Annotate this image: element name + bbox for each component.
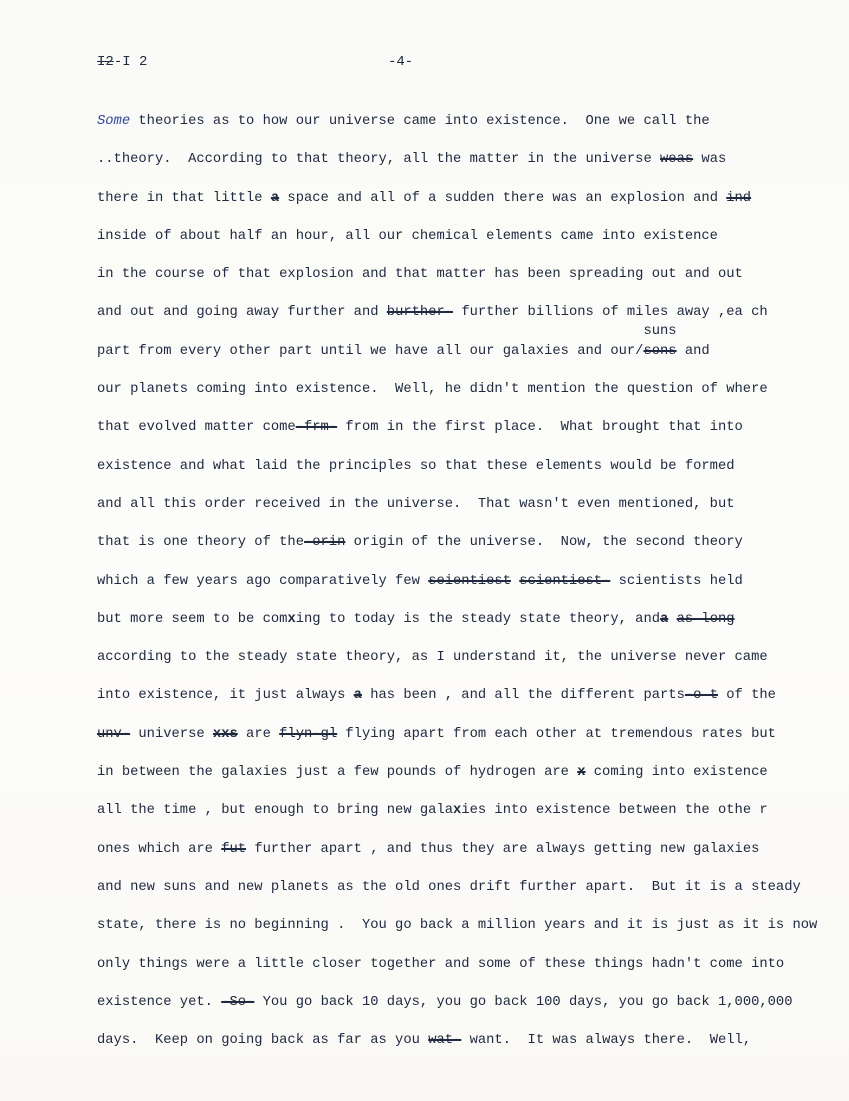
text-line: [97, 907, 827, 945]
text-segment: existence and what laid the principles so that these elements would be formed: [97, 458, 735, 474]
struck-text: seientiest: [428, 573, 511, 589]
text-line: [97, 1022, 827, 1060]
document-body: [97, 103, 827, 1060]
document-id-rest: -I 2: [113, 54, 148, 70]
text-line: [97, 256, 827, 294]
text-segment: coming into existence: [585, 765, 768, 781]
text-line: [97, 601, 827, 639]
text-line: [97, 563, 827, 601]
struck-text: x: [577, 765, 586, 781]
page-number: -4-: [388, 54, 414, 70]
struck-text: -frm-: [295, 420, 338, 436]
text-segment: only things were a little closer together and some of these things hadn't come into: [97, 956, 785, 972]
text-segment: ing to today is the steady state theory, and: [295, 611, 661, 627]
text-segment: theories as to how our universe came into existence. One we call the: [130, 114, 710, 129]
text-segment: ones which are: [97, 841, 222, 857]
page-header: [0, 54, 849, 76]
text-segment: there in that little: [97, 190, 271, 206]
struck-text: a: [353, 688, 362, 704]
struck-text: -orin: [304, 535, 346, 551]
struck-text: a: [270, 190, 280, 206]
text-segment: of the: [717, 688, 776, 704]
text-line: [97, 639, 827, 677]
text-segment: which a few years ago comparatively few: [97, 573, 429, 589]
struck-text: wat-: [428, 1033, 462, 1049]
text-segment: state, there is no beginning . You go back a million years and it is just as it is now: [97, 918, 818, 934]
text-segment: that evolved matter come: [97, 420, 296, 436]
text-segment: existence yet.: [97, 994, 222, 1010]
struck-text: burther-: [386, 305, 454, 321]
text-segment: scientists held: [610, 573, 743, 589]
text-segment: Some: [97, 114, 131, 129]
text-segment: in between the galaxies just a few pounds of hydrogen are: [97, 765, 578, 781]
struck-text: weas: [660, 152, 694, 168]
text-line: [97, 792, 827, 830]
text-line: [97, 294, 827, 332]
text-line: [97, 371, 827, 409]
text-segment: further apart , and thus they are always getting new galaxies: [246, 841, 760, 857]
struck-text: ind: [726, 190, 752, 206]
text-segment: into existence, it just always: [97, 688, 354, 704]
text-line: [97, 218, 827, 256]
text-segment: our planets coming into existence. Well, he didn't mention the question of where: [97, 382, 768, 398]
text-segment: x: [287, 611, 296, 627]
text-segment: days. Keep on going back as far as you: [97, 1033, 429, 1049]
text-segment: according to the steady state theory, as I understand it, the universe never came: [97, 650, 768, 666]
text-line: [97, 448, 827, 486]
struck-text: -o t: [684, 688, 718, 704]
document-id-struck: I2: [97, 54, 114, 70]
struck-text: a: [660, 611, 669, 627]
struck-text: flyn-gl: [279, 726, 338, 742]
text-segment: part from every other part until we have all our galaxies and our/: [97, 343, 644, 359]
struck-text: unv-: [97, 726, 131, 742]
text-segment: space and all of a sudden there was an explosion and: [279, 190, 727, 206]
text-segment: want. It was always there. Well,: [461, 1033, 752, 1049]
text-line: [97, 984, 827, 1022]
text-segment: that is one theory of the: [97, 535, 304, 551]
text-line: [97, 141, 827, 179]
text-segment: but more seem to be com: [97, 611, 288, 627]
text-line: part from every other part until we have all our galaxies and our/sunssons and: [97, 323, 710, 359]
struck-text: fut: [221, 841, 247, 857]
struck-text: -So-: [221, 994, 255, 1010]
text-line: [97, 716, 827, 754]
struck-text: xxs: [212, 726, 238, 742]
text-segment: further billions of miles away ,ea ch: [453, 305, 768, 321]
text-segment: all the time , but enough to bring new gala: [97, 803, 454, 819]
text-line: [97, 180, 827, 218]
text-line: [97, 831, 827, 869]
text-segment: and all this order received in the universe. That wasn't even mentioned, but: [97, 496, 735, 512]
text-segment: and: [676, 343, 710, 359]
text-line: [97, 869, 827, 907]
struck-text: sons: [643, 343, 677, 359]
document-id: [97, 54, 147, 70]
text-segment: ies into existence between the othe r: [461, 803, 768, 819]
text-line: [97, 409, 827, 447]
text-segment: has been , and all the different parts: [361, 688, 685, 704]
text-segment: ..theory. According to that theory, all the matter in the universe: [97, 152, 661, 168]
text-segment: flying apart from each other at tremendous rates but: [337, 726, 776, 742]
struck-text: as long: [676, 611, 735, 627]
text-segment: inside of about half an hour, all our chemical elements came into existence: [97, 228, 718, 244]
text-segment: in the course of that explosion and that matter has been spreading out and out: [97, 267, 743, 283]
text-segment: are: [237, 726, 280, 742]
text-line: [97, 524, 827, 562]
text-segment: from in the first place. What brought that into: [337, 420, 743, 436]
struck-text: scientiest-: [519, 573, 611, 589]
text-segment: and out and going away further and: [97, 305, 387, 321]
text-segment: x: [453, 803, 462, 819]
text-segment: You go back 10 days, you go back 100 days, you go back 1,000,000: [254, 994, 793, 1010]
text-line: [97, 103, 827, 141]
text-segment: origin of the universe. Now, the second theory: [345, 535, 743, 551]
text-line: [97, 677, 827, 715]
text-segment: was: [693, 152, 727, 168]
text-line: [97, 754, 827, 792]
text-line: [97, 486, 827, 524]
text-line: [97, 946, 827, 984]
text-segment: and new suns and new planets as the old ones drift further apart. But it is a steady: [97, 879, 801, 895]
text-segment: [668, 612, 676, 627]
text-segment: universe: [130, 726, 213, 742]
